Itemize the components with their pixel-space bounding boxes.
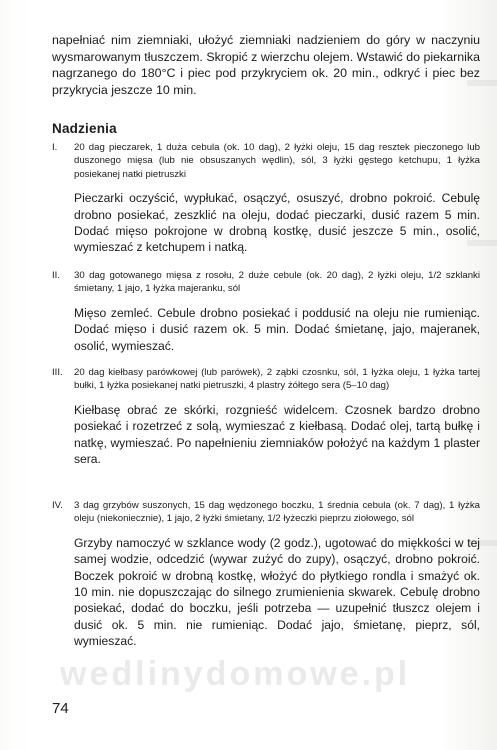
- watermark: wedlinydomowe.pl: [60, 655, 411, 693]
- recipe-instructions: Mięso zemleć. Cebule drobno posiekać i poddusić na oleju nie rumieniąc. Dodać mięso i dusić razem ok. 5 min. Dodać śmietanę, jajo, majeranek, osolić, wymieszać.: [74, 305, 480, 353]
- ingredients-text: 20 dag pieczarek, 1 duża cebula (ok. 10 dag), 2 łyżki oleju, 15 dag resztek pieczonego lub duszonego mięsa (lub nie obsuszanych wędlin), sól, 3 łyżki gęstego ketchupu, 1 łyżka posiekanej natki pietruszki: [74, 142, 480, 180]
- ingredients-text: 3 dag grzybów suszonych, 15 dag wędzonego boczku, 1 średnia cebula (ok. 7 dag), 1 łyżka oleju (niekoniecznie), 1 jajo, 2 łyżki śmietany, 1/2 łyżeczki pieprzu ziołowego, sól: [74, 500, 480, 525]
- section-heading: Nadzienia: [52, 121, 117, 136]
- recipe-3: [52, 366, 480, 467]
- page-number: 74: [52, 700, 69, 717]
- recipe-numeral: I.: [52, 142, 58, 153]
- ingredients-text: 20 dag kiełbasy parówkowej (lub parówek), 2 ząbki czosnku, sól, 1 łyżka oleju, 1 łyżka tartej bułki, 1 łyżka posiekanej natki pietruszki, 4 plastry żółtego sera (5–10 dag): [74, 367, 480, 392]
- recipe-numeral: IV.: [52, 500, 63, 511]
- recipe-1: [52, 141, 480, 256]
- recipe-4: [52, 499, 480, 650]
- recipe-2: [52, 269, 480, 354]
- recipe-instructions: Kiełbasę obrać ze skórki, rozgnieść widelcem. Czosnek bardzo drobno posiekać i rozetrzeć z solą, wymieszać z kiełbasą. Dodać olej, tartą bułkę i natkę, wymieszać. Po napełnieniu ziemniaków położyć na każdym 1 plaster sera.: [74, 402, 480, 467]
- recipe-ingredients: [52, 141, 480, 181]
- intro-paragraph: napełniać nim ziemniaki, ułożyć ziemniaki nadzieniem do góry w naczyniu wysmarowanym tłuszczem. Skropić z wierzchu olejem. Wstawić do piekarnika nagrzanego do 180°C i piec pod przykryciem ok. 20 min., odkryć i piec bez przykrycia jeszcze 10 min.: [52, 33, 480, 97]
- ingredients-text: 30 dag gotowanego mięsa z rosołu, 2 duże cebule (ok. 20 dag), 2 łyżki oleju, 1/2 szklanki śmietany, 1 jajo, 1 łyżka majeranku, sól: [74, 270, 480, 295]
- recipe-numeral: III.: [52, 367, 63, 378]
- recipe-ingredients: [52, 269, 480, 296]
- recipe-instructions: Pieczarki oczyścić, wypłukać, osączyć, osuszyć, drobno pokroić. Cebulę drobno posiekać, zeszklić na oleju, dodać pieczarki, dusić razem 5 min. Dodać mięso pokrojone w drobną kostkę, dusić jeszcze 5 min., osolić, wymieszać z ketchupem i natką.: [74, 191, 480, 255]
- recipe-numeral: II.: [52, 270, 60, 281]
- recipe-ingredients: [52, 499, 480, 526]
- recipe-instructions: Grzyby namoczyć w szklance wody (2 godz.), ugotować do miękkości w tej samej wodzie, odcedzić (wywar zużyć do zupy), osączyć, drobno pokroić. Boczek pokroić w drobną kostkę, włożyć do płytkiego rondla i smażyć ok. 10 min. nie dopuszczając do silnego zrumienienia skwarek. Cebulę drobno posiekać, dodać do boczku, jeśli potrzeba — uzupełnić tłuszcz olejem i dusić ok. 5 min. nie rumieniąc. Dodać jajo, śmietanę, pieprz, sól, wymieszać.: [74, 535, 480, 649]
- recipe-ingredients: [52, 366, 480, 393]
